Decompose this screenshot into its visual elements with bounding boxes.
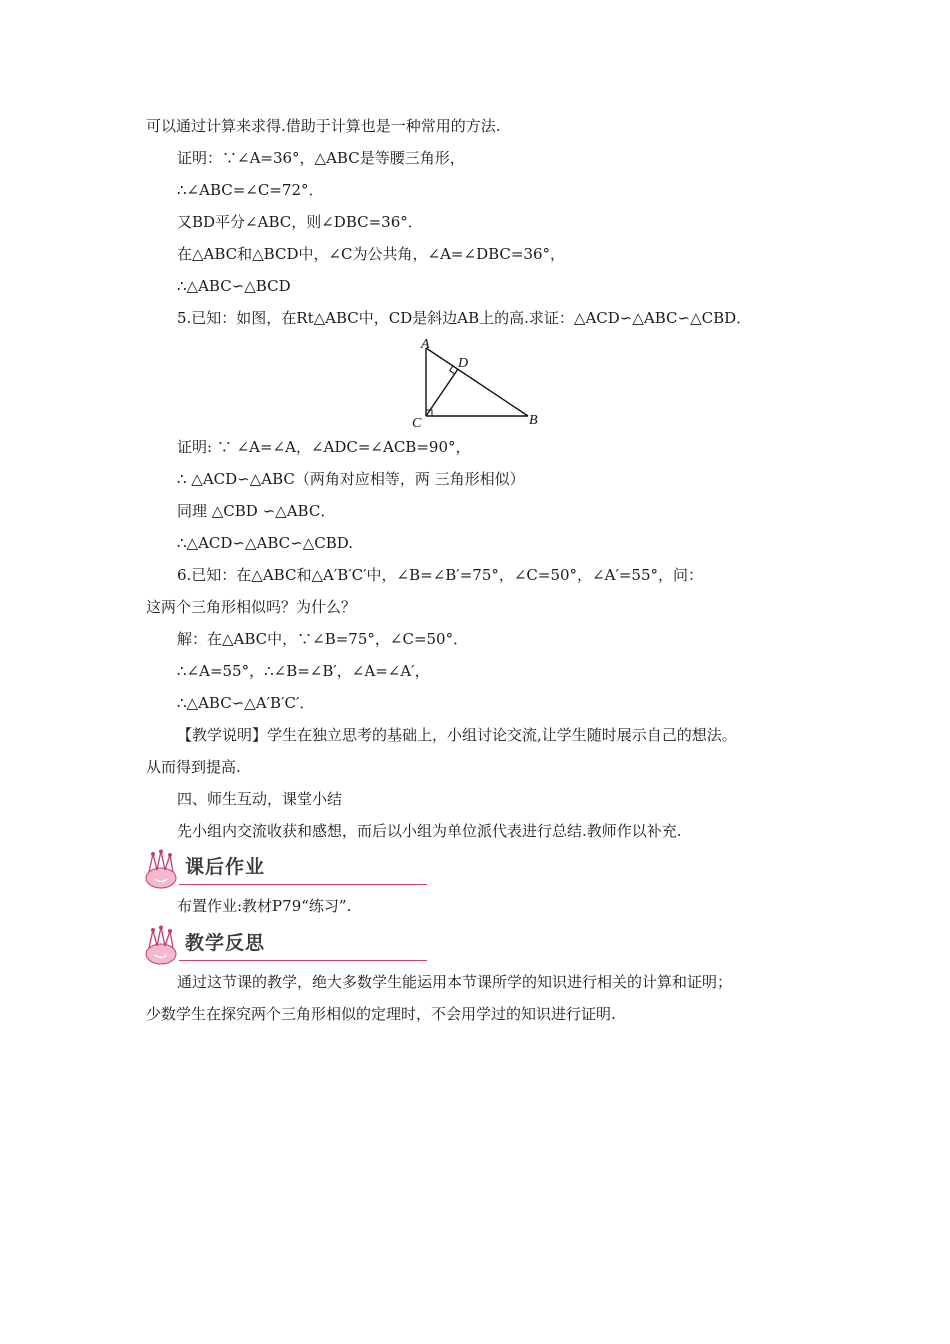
side-ab (426, 348, 528, 416)
right-triangle-figure (406, 334, 546, 434)
text-line: ∴△ABC∽△BCD (177, 277, 291, 295)
homework-underline (179, 884, 427, 885)
text-line: ∴△ABC∽△A′B′C′． (177, 694, 315, 712)
altitude-cd (426, 369, 458, 416)
text-line: 少数学生在探究两个三角形相似的定理时，不会用学过的知识进行证明. (146, 1005, 616, 1023)
text-line: 【教学说明】学生在独立思考的基础上，小组讨论交流,让学生随时展示自己的想法。 (177, 726, 737, 744)
text-line: 这两个三角形相似吗？为什么？ (146, 598, 357, 616)
text-line: ∴△ACD∽△ABC∽△CBD. (177, 534, 353, 552)
text-line: 从而得到提高. (146, 758, 241, 776)
label-a: A (421, 337, 430, 352)
text-line: ∴∠ABC=∠C=72°． (177, 181, 324, 199)
homework-banner (141, 848, 291, 890)
text-line: 证明: ∵ ∠A=∠A，∠ADC=∠ACB=90°， (177, 438, 471, 456)
label-b: B (529, 413, 538, 428)
text-line: 解：在△ABC中，∵∠B=75°，∠C=50°． (177, 630, 469, 648)
section-heading: 四、师生互动，课堂小结 (177, 790, 343, 808)
homework-title: 课后作业 (185, 856, 266, 878)
text-line: 同理 △CBD ∽△ABC． (177, 502, 336, 520)
reflection-title: 教学反思 (185, 932, 266, 954)
text-line: 可以通过计算来求得.借助于计算也是一种常用的方法. (146, 117, 501, 135)
text-line: 又BD平分∠ABC，则∠DBC=36°． (177, 213, 423, 231)
text-line: 通过这节课的教学，绝大多数学生能运用本节课所学的知识进行相关的计算和证明； (177, 973, 733, 991)
text-line: 先小组内交流收获和感想，而后以小组为单位派代表进行总结.教师作以补充. (177, 822, 682, 840)
text-line: 在△ABC和△BCD中，∠C为公共角，∠A=∠DBC=36°， (177, 245, 566, 263)
text-line: 5.已知：如图，在Rt△ABC中，CD是斜边AB上的高.求证：△ACD∽△ABC∽△CBD． (177, 309, 752, 327)
label-c: C (412, 416, 422, 431)
text-line: 6.已知：在△ABC和△A′B′C′中，∠B=∠B′=75°，∠C=50°，∠A′=55°，问： (177, 566, 704, 584)
label-d: D (458, 356, 469, 371)
reflection-underline (179, 960, 427, 961)
text-line: 布置作业:教材P79“练习”. (177, 897, 352, 915)
text-line: ∴ △ACD∽△ABC（两角对应相等，两 三角形相似） (177, 470, 525, 488)
text-line: 证明：∵∠A=36°，△ABC是等腰三角形， (177, 149, 465, 167)
reflection-banner (141, 924, 291, 966)
text-line: ∴∠A=55°，∴∠B=∠B′，∠A=∠A′， (177, 662, 430, 680)
